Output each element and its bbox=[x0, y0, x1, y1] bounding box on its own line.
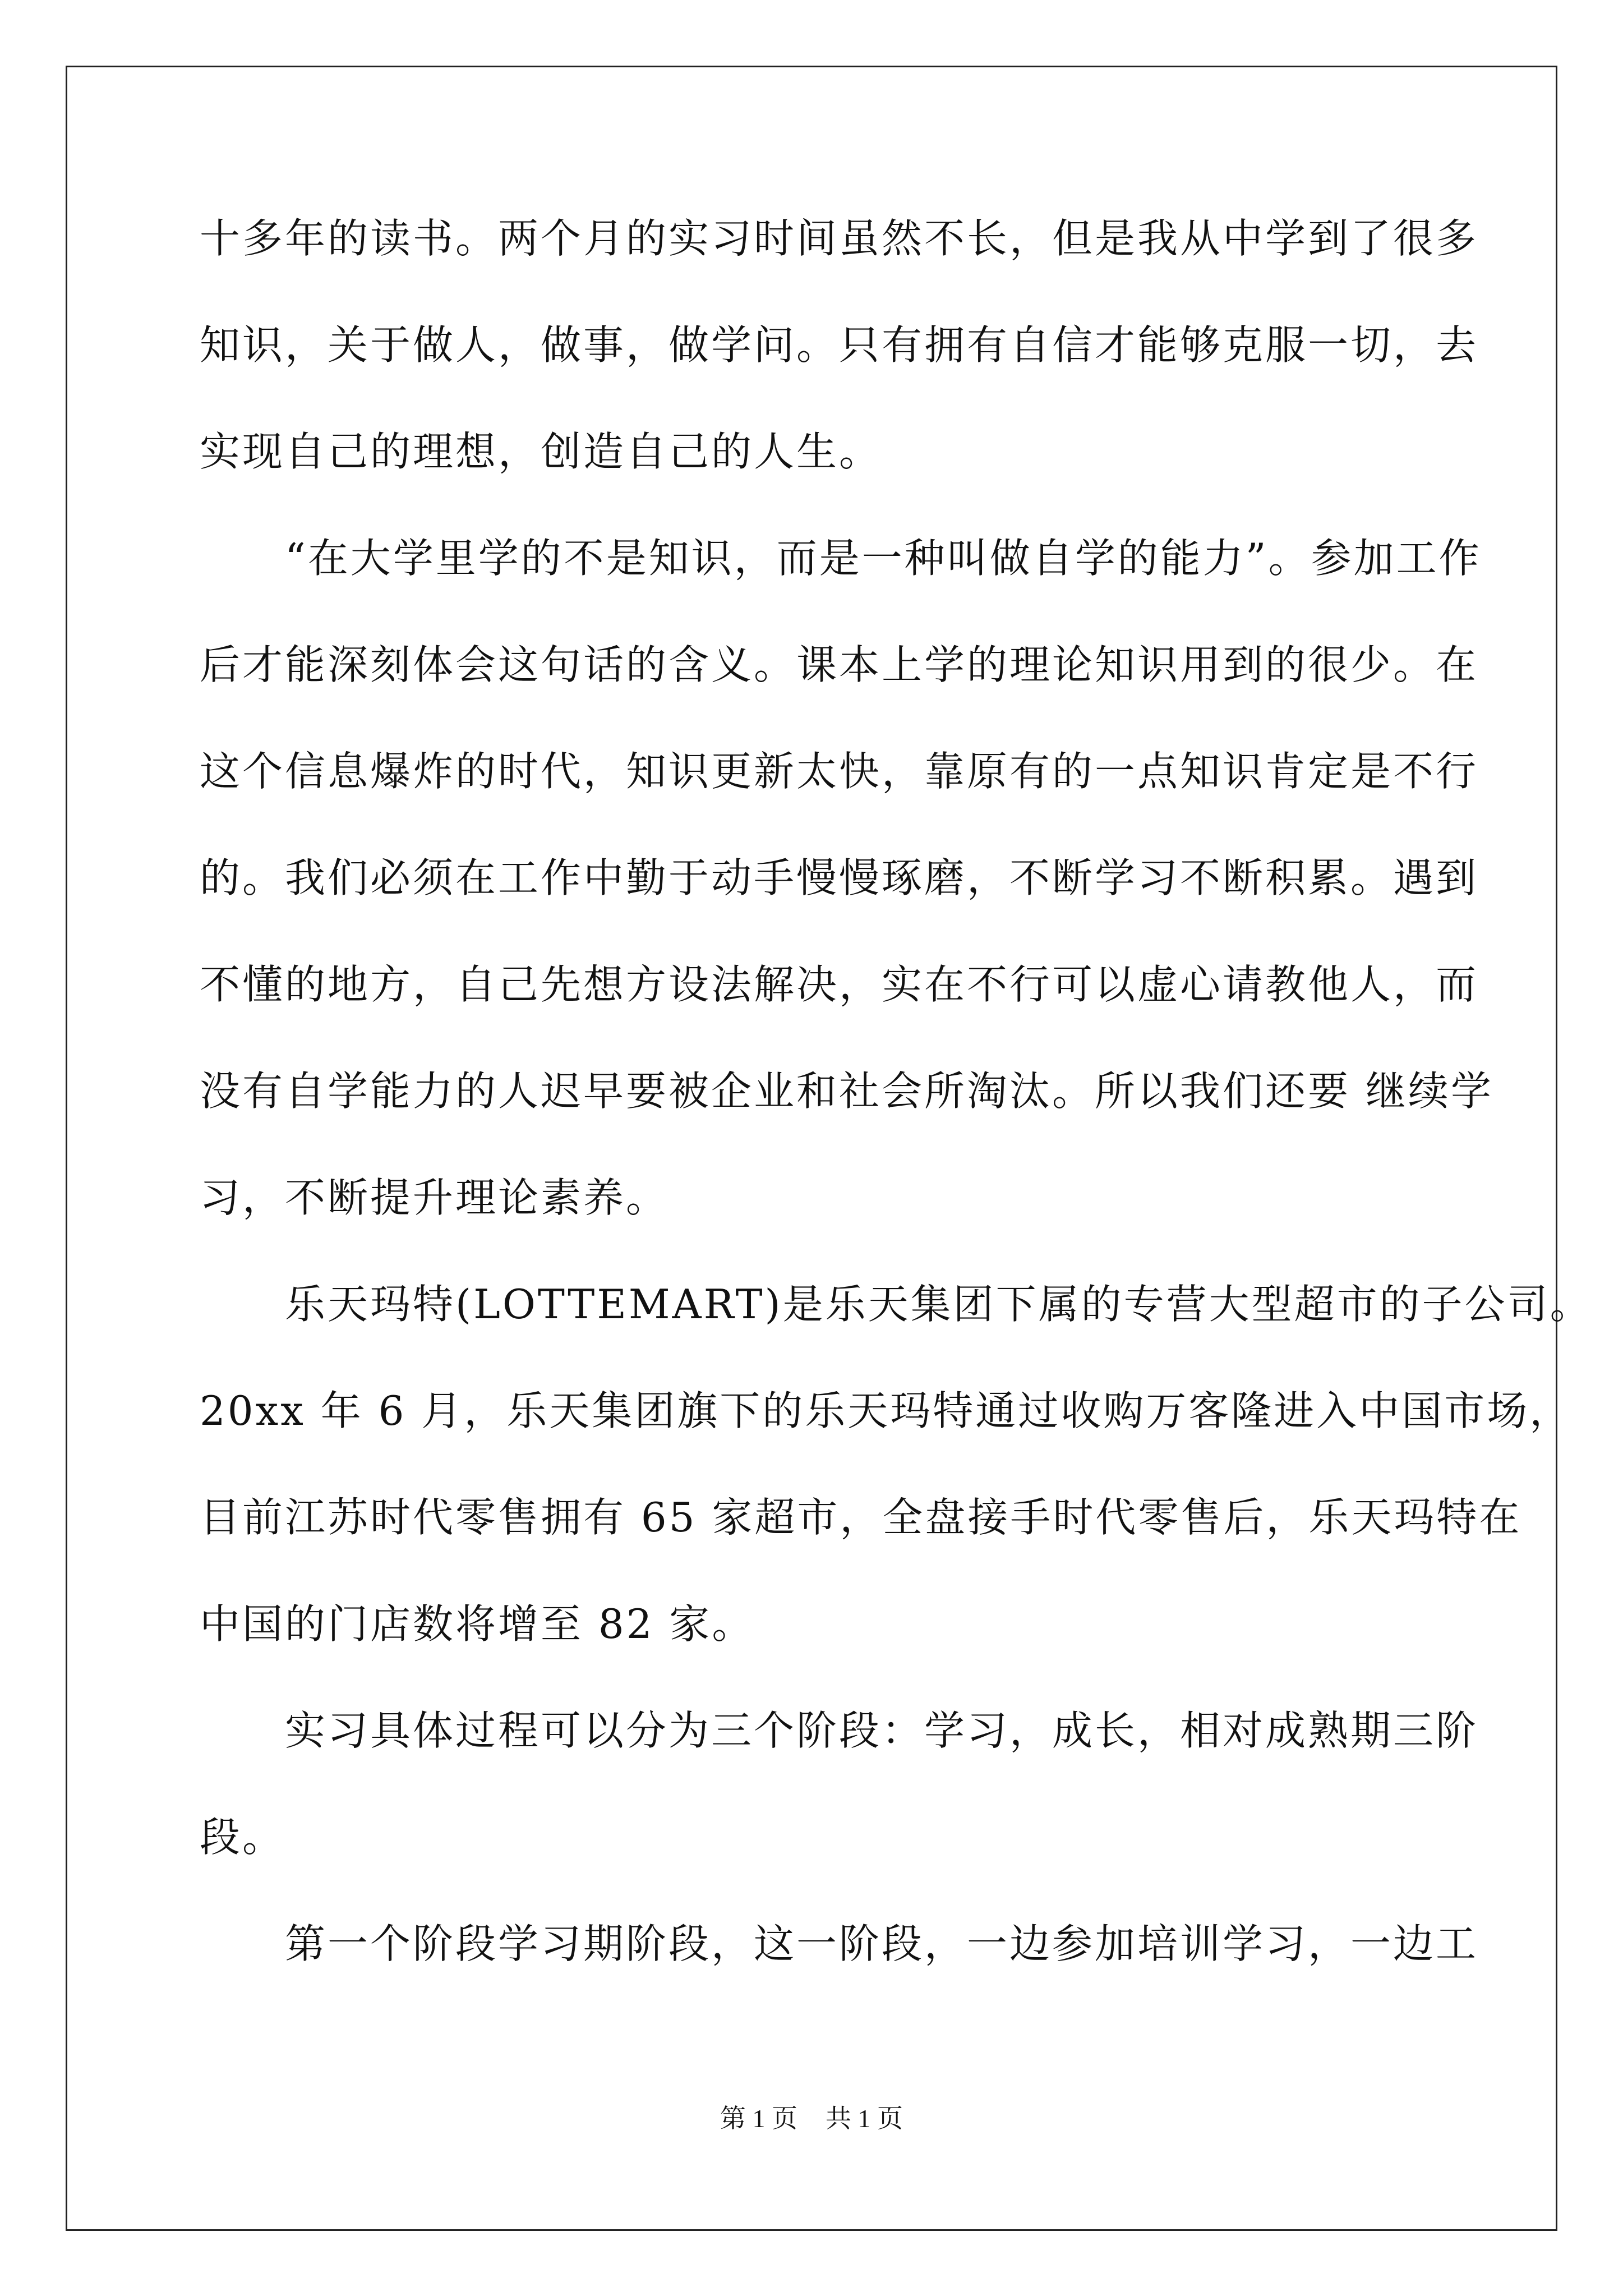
text-line: 后才能深刻体会这句话的含义。课本上学的理论知识用到的很少。在 bbox=[200, 641, 1479, 688]
text-line: 中国的门店数将增至 82 家。 bbox=[200, 1600, 755, 1648]
text-line: 目前江苏时代零售拥有 65 家超市，全盘接手时代零售后，乐天玛特在 bbox=[200, 1494, 1522, 1541]
text-line: 实现自己的理想，创造自己的人生。 bbox=[200, 428, 882, 475]
text-line: 知识，关于做人，做事，做学问。只有拥有自信才能够克服一切，去 bbox=[200, 321, 1479, 369]
text-line: 段。 bbox=[200, 1814, 285, 1861]
page-number: 第 1 页 bbox=[720, 2104, 797, 2133]
text-line: 没有自学能力的人迟早要被企业和社会所淘汰。所以我们还要 继续学 bbox=[200, 1068, 1493, 1115]
text-line: 实习具体过程可以分为三个阶段：学习，成长，相对成熟期三阶 bbox=[200, 1707, 1479, 1754]
text-line: 十多年的读书。两个月的实习时间虽然不长，但是我从中学到了很多 bbox=[200, 215, 1479, 262]
text-line: 20xx 年 6 月，乐天集团旗下的乐天玛特通过收购万客隆进入中国市场， bbox=[200, 1387, 1573, 1434]
page-total: 共 1 页 bbox=[826, 2104, 903, 2133]
text-line: 不懂的地方，自己先想方设法解决，实在不行可以虚心请教他人，而 bbox=[200, 961, 1479, 1008]
text-line: 乐天玛特(LOTTEMART)是乐天集团下属的专营大型超市的子公司。 bbox=[200, 1281, 1593, 1328]
text-line: 这个信息爆炸的时代，知识更新太快，靠原有的一点知识肯定是不行 bbox=[200, 748, 1479, 795]
page-footer bbox=[0, 2098, 1623, 2135]
text-line: 第一个阶段学习期阶段，这一阶段，一边参加培训学习，一边工 bbox=[200, 1920, 1479, 1967]
text-line: 的。我们必须在工作中勤于动手慢慢琢磨，不断学习不断积累。遇到 bbox=[200, 854, 1479, 901]
text-line: “在大学里学的不是知识，而是一种叫做自学的能力”。参加工作 bbox=[200, 535, 1482, 582]
text-line: 习，不断提升理论素养。 bbox=[200, 1174, 669, 1221]
document-body bbox=[200, 185, 1593, 1997]
